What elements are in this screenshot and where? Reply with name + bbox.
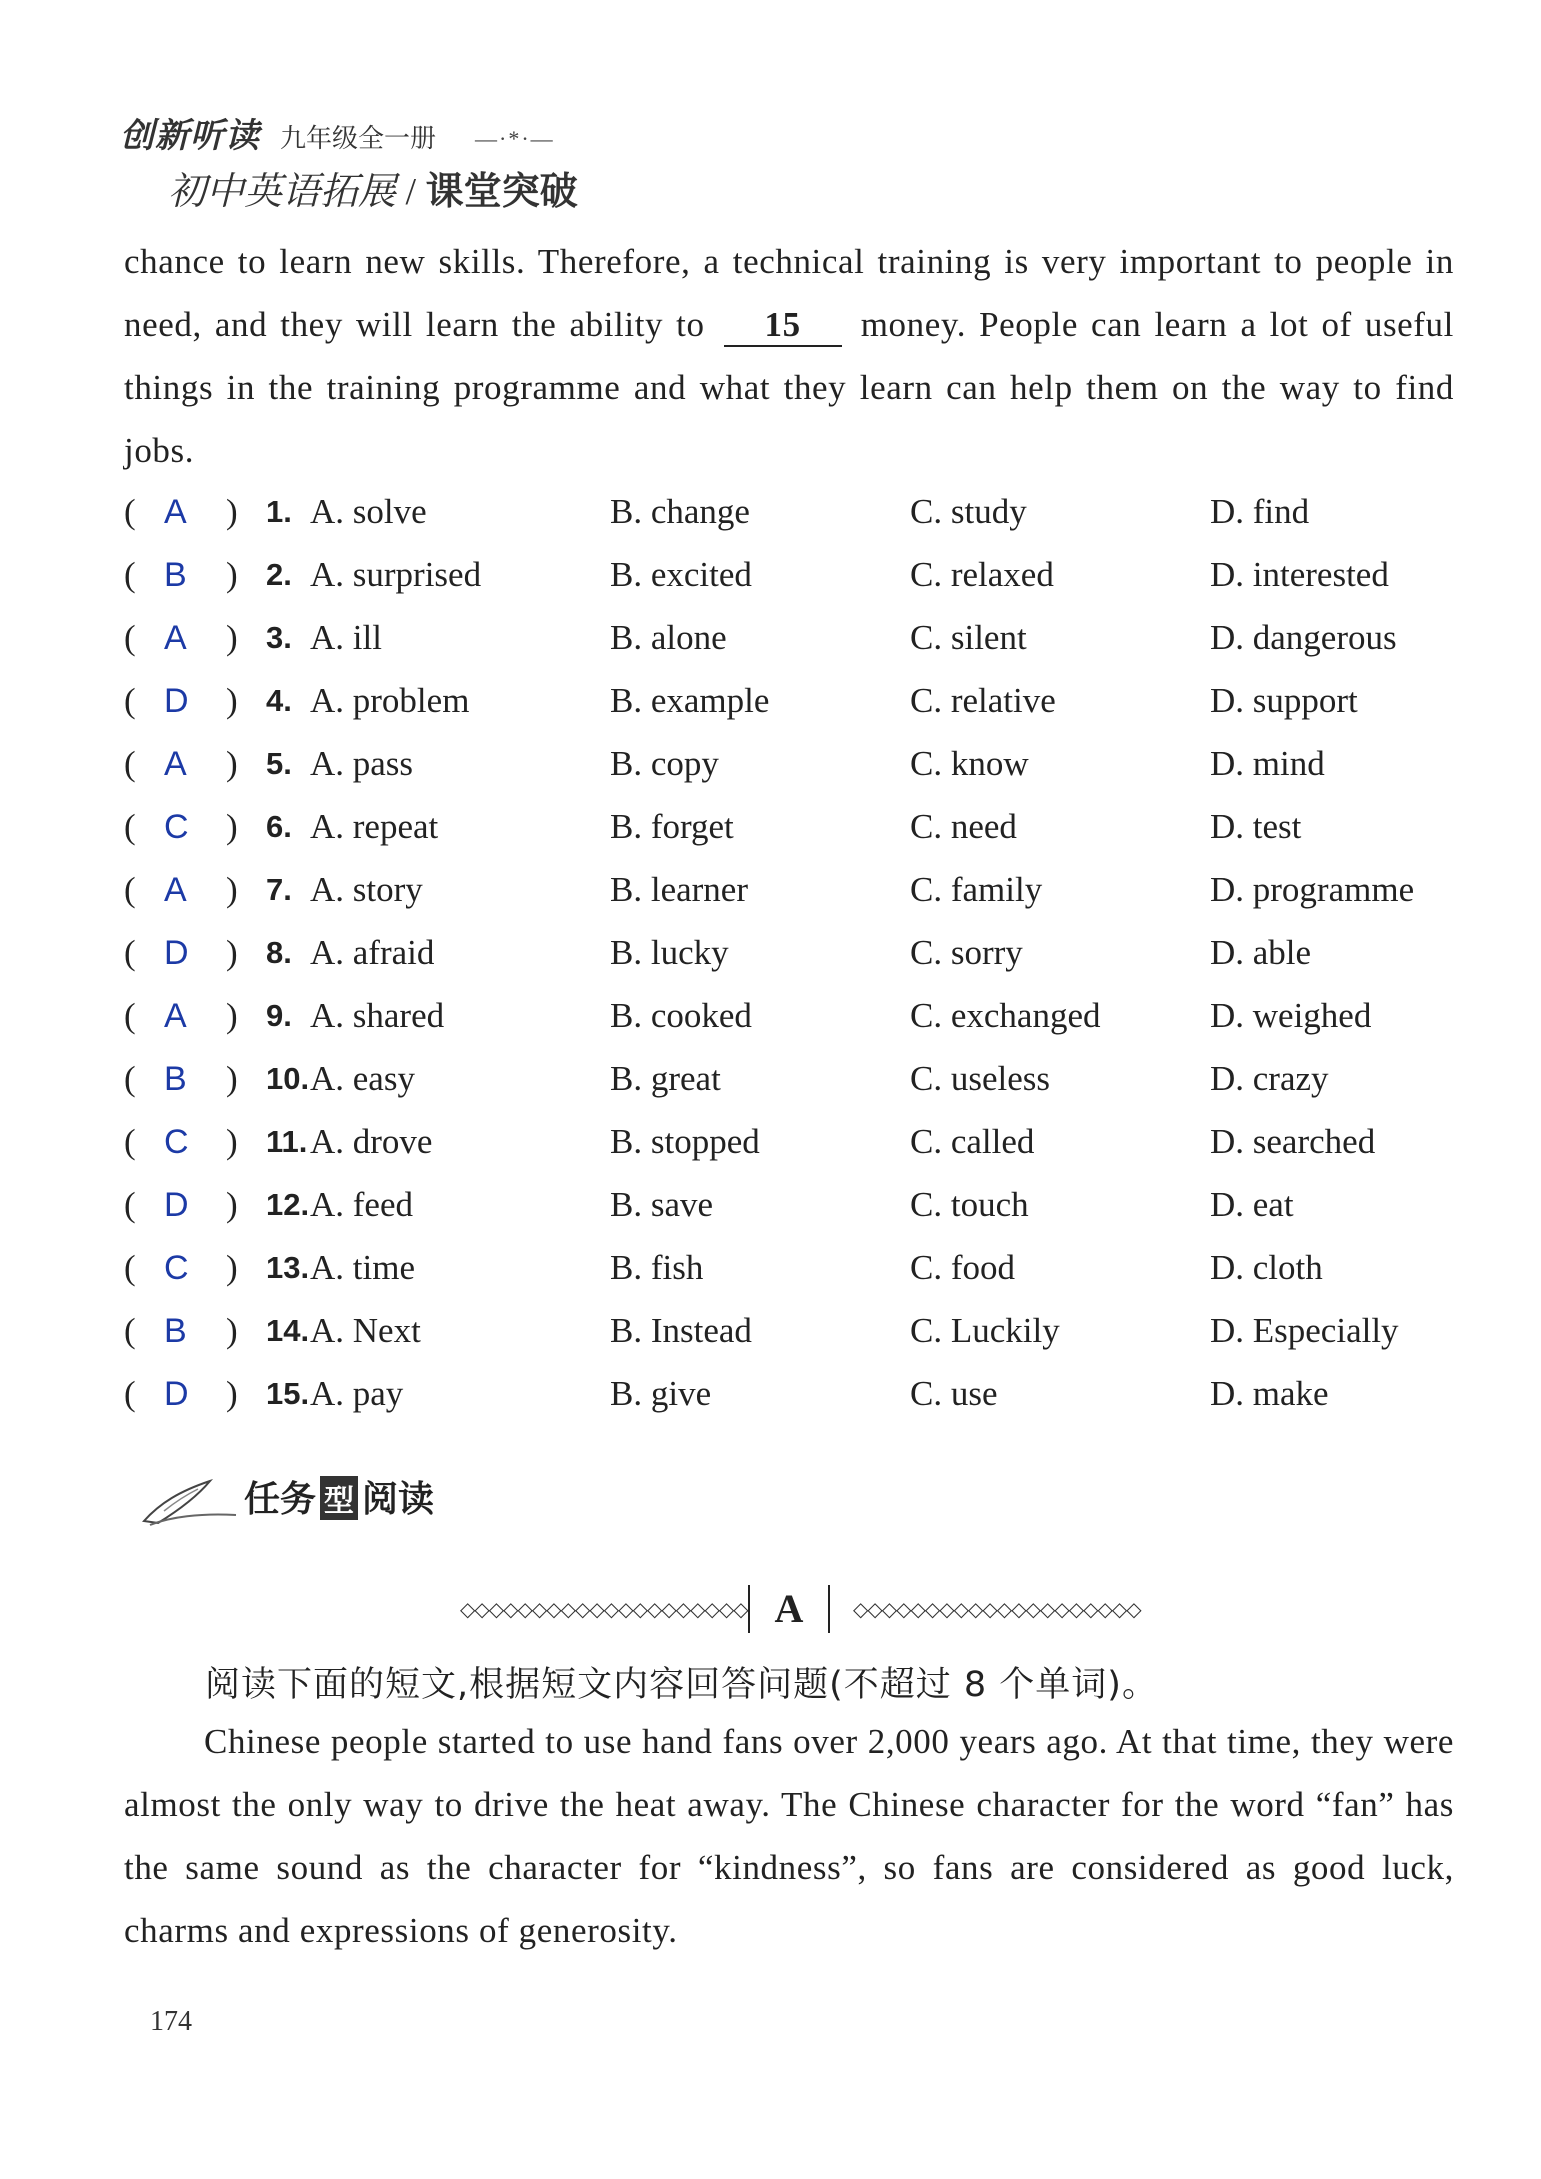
answer-mark: C	[164, 1249, 189, 1287]
paren-close: )	[226, 996, 238, 1035]
question-number: 1.	[266, 494, 292, 529]
paren-close: )	[226, 1248, 238, 1287]
question-number: 14.	[266, 1313, 310, 1348]
question-item	[124, 1180, 1454, 1243]
option-d: D. eat	[1210, 1185, 1294, 1224]
option-a: A. ill	[310, 618, 382, 657]
answer-mark: A	[164, 997, 187, 1035]
option-a: A. Next	[310, 1311, 421, 1350]
question-item	[124, 1054, 1454, 1117]
option-d: D. able	[1210, 933, 1312, 972]
diamond-border-right: ◇◇◇◇◇◇◇◇◇◇◇◇◇◇◇◇◇◇◇◇	[853, 1599, 1141, 1621]
option-d: D. test	[1210, 807, 1302, 846]
answer-mark: B	[164, 1312, 187, 1350]
option-c: C. need	[910, 807, 1017, 846]
question-number: 6.	[266, 809, 292, 844]
option-c: C. touch	[910, 1185, 1029, 1224]
question-item	[124, 739, 1454, 802]
option-b: B. lucky	[610, 933, 729, 972]
section-title	[244, 1471, 434, 1522]
answer-mark: D	[164, 1375, 189, 1413]
question-item	[124, 613, 1454, 676]
question-number: 5.	[266, 746, 292, 781]
paren-close: )	[226, 1122, 238, 1161]
option-a: A. problem	[310, 681, 470, 720]
passage-line-4: help them on the way to find jobs.	[124, 368, 1454, 470]
option-b: B. save	[610, 1185, 714, 1224]
question-item	[124, 1117, 1454, 1180]
question-item	[124, 1369, 1454, 1432]
option-d: D. Especially	[1210, 1311, 1399, 1350]
paren-close: )	[226, 555, 238, 594]
option-b: B. stopped	[610, 1122, 760, 1161]
answer-mark: C	[164, 808, 189, 846]
question-number: 13.	[266, 1250, 310, 1285]
answer-blank-15: 15	[724, 305, 842, 347]
question-item	[124, 1243, 1454, 1306]
option-b: B. learner	[610, 870, 748, 909]
question-number: 2.	[266, 557, 292, 592]
option-c: C. called	[910, 1122, 1035, 1161]
header-ornament: —·*·—	[475, 126, 555, 151]
question-number: 10.	[266, 1061, 310, 1096]
brand-logo: 创新听读	[120, 118, 260, 155]
question-number: 7.	[266, 872, 292, 907]
answer-mark: D	[164, 682, 189, 720]
question-list	[124, 487, 1454, 1432]
answer-mark: B	[164, 1060, 187, 1098]
option-a: A. solve	[310, 492, 427, 531]
paren-open: (	[124, 618, 136, 657]
question-item	[124, 928, 1454, 991]
page-header	[120, 108, 720, 218]
passage-line-3: learn a lot of useful things in the training programme and what they learn can	[124, 305, 1454, 407]
answer-mark: A	[164, 871, 187, 909]
section-heading	[140, 1465, 640, 1535]
paren-open: (	[124, 1059, 136, 1098]
option-b: B. give	[610, 1374, 712, 1413]
paren-open: (	[124, 492, 136, 531]
section-title-boxed: 型	[320, 1476, 358, 1520]
question-number: 3.	[266, 620, 292, 655]
option-a: A. pass	[310, 744, 414, 783]
option-c: C. Luckily	[910, 1311, 1060, 1350]
option-b: B. copy	[610, 744, 719, 783]
paren-open: (	[124, 933, 136, 972]
passage-line-1: chance to learn new skills. Therefore, a technical training is very important	[124, 242, 1262, 281]
option-d: D. mind	[1210, 744, 1325, 783]
question-item	[124, 802, 1454, 865]
paren-open: (	[124, 744, 136, 783]
paren-close: )	[226, 744, 238, 783]
option-b: B. example	[610, 681, 770, 720]
option-c: C. study	[910, 492, 1027, 531]
question-number: 8.	[266, 935, 292, 970]
paren-open: (	[124, 1374, 136, 1413]
answer-mark: B	[164, 556, 187, 594]
option-c: C. silent	[910, 618, 1027, 657]
question-number: 9.	[266, 998, 292, 1033]
paren-close: )	[226, 933, 238, 972]
option-a: A. surprised	[310, 555, 482, 594]
option-d: D. searched	[1210, 1122, 1376, 1161]
paren-close: )	[226, 492, 238, 531]
answer-mark: A	[164, 745, 187, 783]
passage-a: Chinese people started to use hand fans over 2,000 years ago. At that time, they were almost the only way to drive the heat away. The Chinese character for the word “fan” has the same sound as the character for “kindness”, so fans are considered as good luck, charms and expressions of generosity.	[124, 1722, 1454, 1950]
option-c: C. use	[910, 1374, 998, 1413]
option-b: B. change	[610, 492, 750, 531]
paren-open: (	[124, 1185, 136, 1224]
section-title-before: 任务	[244, 1479, 317, 1520]
paren-close: )	[226, 1185, 238, 1224]
option-c: C. relaxed	[910, 555, 1054, 594]
paren-open: (	[124, 807, 136, 846]
passage-line-2b: money. People can	[860, 305, 1142, 344]
question-number: 15.	[266, 1376, 310, 1411]
option-c: C. useless	[910, 1059, 1050, 1098]
option-a: A. pay	[310, 1374, 404, 1413]
passage-label: A	[748, 1585, 830, 1633]
option-c: C. family	[910, 870, 1043, 909]
option-a: A. drove	[310, 1122, 433, 1161]
option-d: D. programme	[1210, 870, 1415, 909]
option-d: D. interested	[1210, 555, 1389, 594]
paren-close: )	[226, 870, 238, 909]
option-c: C. exchanged	[910, 996, 1101, 1035]
question-number: 4.	[266, 683, 292, 718]
book-subtitle	[168, 160, 578, 215]
question-item	[124, 1306, 1454, 1369]
paren-close: )	[226, 1311, 238, 1350]
paren-close: )	[226, 618, 238, 657]
passage-continuation	[124, 230, 1454, 482]
option-c: C. sorry	[910, 933, 1023, 972]
answer-mark: A	[164, 619, 187, 657]
answer-mark: D	[164, 934, 189, 972]
question-item	[124, 865, 1454, 928]
option-c: C. know	[910, 744, 1029, 783]
option-d: D. dangerous	[1210, 618, 1397, 657]
question-item	[124, 676, 1454, 739]
grade-label: 九年级全一册	[280, 124, 437, 153]
paren-close: )	[226, 1059, 238, 1098]
option-b: B. great	[610, 1059, 721, 1098]
section-title-after: 阅读	[362, 1479, 435, 1520]
subtitle-series: 初中英语拓展	[168, 171, 397, 213]
option-a: A. time	[310, 1248, 415, 1287]
question-item	[124, 487, 1454, 550]
question-item	[124, 991, 1454, 1054]
paren-close: )	[226, 807, 238, 846]
paren-open: (	[124, 1311, 136, 1350]
option-b: B. fish	[610, 1248, 704, 1287]
answer-mark: C	[164, 1123, 189, 1161]
option-a: A. story	[310, 870, 423, 909]
diamond-border-left: ◇◇◇◇◇◇◇◇◇◇◇◇◇◇◇◇◇◇◇◇	[460, 1599, 748, 1621]
option-d: D. support	[1210, 681, 1358, 720]
option-a: A. shared	[310, 996, 445, 1035]
option-d: D. crazy	[1210, 1059, 1329, 1098]
option-b: B. forget	[610, 807, 734, 846]
option-c: C. relative	[910, 681, 1056, 720]
paren-open: (	[124, 870, 136, 909]
option-a: A. feed	[310, 1185, 414, 1224]
option-d: D. find	[1210, 492, 1310, 531]
option-c: C. food	[910, 1248, 1015, 1287]
option-a: A. afraid	[310, 933, 435, 972]
paren-open: (	[124, 681, 136, 720]
question-number: 11.	[266, 1124, 308, 1159]
answer-mark: D	[164, 1186, 189, 1224]
option-a: A. easy	[310, 1059, 415, 1098]
passage-divider	[460, 1585, 1141, 1635]
question-number: 12.	[266, 1187, 310, 1222]
option-b: B. Instead	[610, 1311, 752, 1350]
page-number: 174	[150, 2006, 192, 2037]
quill-pen-icon	[140, 1473, 240, 1529]
task-instruction: 阅读下面的短文,根据短文内容回答问题(不超过 8 个单词)。	[205, 1665, 1158, 1705]
paren-open: (	[124, 996, 136, 1035]
answer-mark: A	[164, 493, 187, 531]
paren-open: (	[124, 1122, 136, 1161]
question-item	[124, 550, 1454, 613]
option-a: A. repeat	[310, 807, 439, 846]
passage-line-2a: to people in need, and they will learn the ability to	[124, 242, 1454, 344]
paren-close: )	[226, 681, 238, 720]
option-d: D. weighed	[1210, 996, 1372, 1035]
option-b: B. alone	[610, 618, 727, 657]
subtitle-section: 课堂突破	[425, 171, 578, 213]
option-d: D. cloth	[1210, 1248, 1323, 1287]
option-b: B. cooked	[610, 996, 752, 1035]
subtitle-separator: /	[405, 171, 417, 213]
paren-open: (	[124, 555, 136, 594]
option-d: D. make	[1210, 1374, 1329, 1413]
option-b: B. excited	[610, 555, 752, 594]
paren-close: )	[226, 1374, 238, 1413]
paren-open: (	[124, 1248, 136, 1287]
